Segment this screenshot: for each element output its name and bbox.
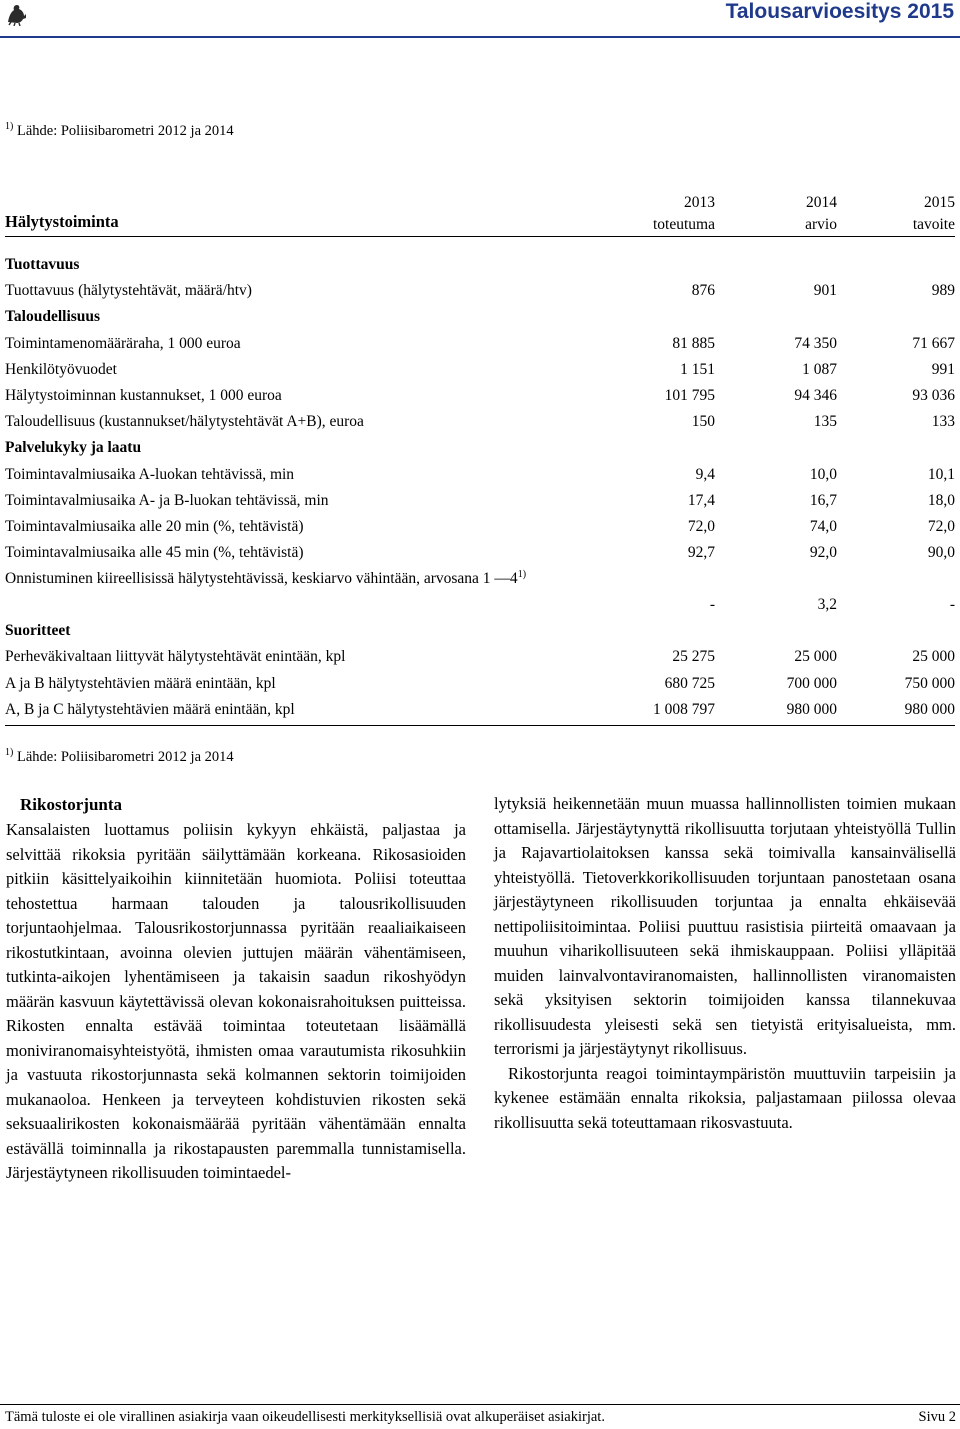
section-heading: Rikostorjunta [20, 795, 123, 814]
table-section-row [5, 435, 955, 461]
cell-value: 25 000 [794, 648, 837, 666]
footnote-table: $^{1)}$ Lähde: Poliisibarometri 2012 ja 2014 [5, 747, 234, 765]
cell-value: 3,2 [817, 596, 837, 614]
row-label: Toimintamenomääräraha, 1 000 euroa [5, 334, 241, 352]
row-label: Tuottavuus (hälytystehtävät, määrä/htv) [5, 282, 252, 300]
row-label: Hälytystoiminnan kustannukset, 1 000 euroa [5, 386, 282, 404]
table-row [5, 488, 955, 514]
cell-value: 680 725 [664, 674, 715, 692]
cell-value: 93 036 [912, 386, 955, 404]
row-label: A ja B hälytystehtävien määrä enintään, kpl [5, 674, 276, 692]
row-label: Toimintavalmiusaika alle 45 min (%, tehtävistä) [5, 544, 304, 562]
cell-value: 700 000 [786, 674, 837, 692]
header-rule [0, 36, 960, 38]
lion-crest-logo [5, 2, 29, 26]
body-paragraph: Rikostorjunta reagoi toimintaympäristön muuttuviin tarpeisiin ja kykenee estämään ennalta rikoksia, paljastamaan piilossa olevaa rikollisuutta sekä toteuttamaan rikosvastuuta. [494, 1063, 956, 1132]
cell-value: 17,4 [687, 491, 715, 509]
row-label: A, B ja C hälytystehtävien määrä enintään, kpl [5, 700, 295, 718]
cell-value: 10,1 [927, 465, 955, 483]
indicator-table [5, 192, 955, 726]
cell-value: 71 667 [912, 334, 955, 352]
table-bottom-rule [5, 725, 955, 726]
table-row [5, 409, 955, 435]
table-section-row [5, 618, 955, 644]
text-column-left [6, 792, 466, 1186]
cell-value: - [709, 596, 715, 614]
section-label: Palvelukyky ja laatu [5, 439, 142, 457]
cell-value: 72,0 [687, 517, 715, 535]
footer-rule [0, 1404, 960, 1405]
table-row [5, 383, 955, 409]
cell-value: 750 000 [904, 674, 955, 692]
cell-value: 101 795 [664, 386, 715, 404]
footnote-top: $^{1)}$ Lähde: Poliisibarometri 2012 ja 2014 [5, 121, 234, 139]
document-title: Talousarvioesitys 2015 [725, 0, 954, 23]
footer-disclaimer: Tämä tuloste ei ole virallinen asiakirja vaan oikeudellisesti merkityksellisiä ovat alkuperäiset asiakirjat. [5, 1409, 605, 1425]
cell-value: 1 087 [802, 360, 837, 378]
text-column-right [494, 792, 956, 1135]
table-row [5, 514, 955, 540]
table-row [5, 540, 955, 566]
row-label: Toimintavalmiusaika A-luokan tehtävissä, min [5, 465, 295, 483]
cell-value: 92,7 [687, 544, 715, 562]
row-label: Toimintavalmiusaika alle 20 min (%, tehtävistä) [5, 517, 304, 535]
cell-value: 92,0 [809, 544, 837, 562]
table-row [5, 697, 955, 723]
table-section-row [5, 252, 955, 278]
cell-value: 16,7 [809, 491, 837, 509]
cell-value: 989 [931, 282, 955, 300]
cell-value: 72,0 [927, 517, 955, 535]
section-label: Tuottavuus [5, 256, 80, 273]
cell-value: 901 [813, 282, 837, 300]
cell-value: 980 000 [904, 700, 955, 718]
cell-value: 9,4 [695, 465, 715, 483]
cell-value: 133 [931, 413, 955, 431]
body-paragraph: lytyksiä heikennetään muun muassa hallinnollisten toimien mukaan ottamisella. Järjestäytynyttä rikollisuutta torjutaan yhteistyöllä Tullin ja Rajavartiolaitoksen kanssa sekä toimivalla kansainvälisellä yhteistyöllä. Tietoverkkorikollisuuden torjuntaan panostetaan osana järjestäytyneen rikollisuuden torjuntaa ja ennalta ehkäisevää nettipoliisitoimintaa. Poliisi puuttuu rasistisia piirteitä omaavaan ja muuhun viharikollisuuteen sekä ihmiskauppaan. Poliisi ylläpitää muiden lainvalvontaviranomaisten, hallinnollisten viranomaisten sekä yksityisen sektorin toimijoiden kanssa tilannekuvaa rikollisuudesta yleisesti sekä sen tietyistä erityisalueista, mm. terrorismi ja järjestäytynyt rikollisuus. [494, 794, 956, 1058]
table-title: Hälytystoiminta [5, 212, 119, 231]
row-label: Henkilötyövuodet [5, 360, 117, 378]
row-label: Onnistuminen kiireellisissä hälytystehtävissä, keskiarvo vähintään, arvosana 1 —4$^{1)}$ [5, 569, 527, 588]
row-label: Toimintavalmiusaika A- ja B-luokan tehtävissä, min [5, 491, 329, 509]
table-row [5, 357, 955, 383]
section-label: Suoritteet [5, 622, 71, 640]
table-section-row [5, 304, 955, 330]
body-paragraph: Kansalaisten luottamus poliisin kykyyn ehkäistä, paljastaa ja selvittää rikoksia pyritään säilyttämään korkeana. Rikosasioiden pitkiin käsittelyaikoihin kiinnitetään huomiota. Poliisi toteuttaa tehostettua harmaan talouden ja talousrikollisuuden torjuntaohjelmaa. Talousrikostorjunnassa pyritään reaaliaikaiseen rikostutkintaan, avoinna olevien juttujen määrän vähentämiseen, tutkinta-aikojen lyhentämiseen ja takaisin saadun rikoshyödyn määrän kasvuun käytettävissä olevan kokonaisrahoituksen puitteissa. Rikosten ennalta estävää toimintaa toteutetaan lisäämällä moniviranomaisyhteistyötä, ihmisten omaa varautumista rikosuhkiin ja vastuuta rikostorjunnasta sekä kolmannen sektorin toimijoiden mukanaoloa. Henkeen ja terveyteen kohdistuvien rikosten sekä seksuaalirikosten kokonaismäärää pyritään vähentämään ennalta estävällä toiminnalla ja rikostapausten paremmalla tunnistamisella. Järjestäytyneen rikollisuuden toimintaedel- [6, 820, 466, 1182]
page-number: Sivu 2 [918, 1409, 956, 1425]
row-label: Taloudellisuus (kustannukset/hälytystehtävät A+B), euroa [5, 413, 364, 431]
cell-value: - [949, 596, 955, 614]
cell-value: 18,0 [927, 491, 955, 509]
cell-value: 94 346 [794, 386, 837, 404]
table-row [5, 462, 955, 488]
column-2015: 2015 tavoite [912, 194, 955, 233]
table-row [5, 278, 955, 304]
cell-value: 81 885 [672, 334, 715, 352]
cell-value: 991 [931, 360, 955, 378]
cell-value: 90,0 [927, 544, 955, 562]
cell-value: 1 008 797 [653, 700, 715, 718]
column-2014: 2014 arvio [805, 194, 837, 233]
section-label: Taloudellisuus [5, 308, 101, 326]
cell-value: 150 [691, 413, 715, 431]
table-row [5, 671, 955, 697]
cell-value: 74,0 [809, 517, 837, 535]
cell-value: 1 151 [680, 360, 715, 378]
table-header [5, 192, 955, 237]
table-row [5, 566, 955, 618]
cell-value: 74 350 [794, 334, 837, 352]
cell-value: 25 000 [912, 648, 955, 666]
cell-value: 135 [813, 413, 837, 431]
cell-value: 980 000 [786, 700, 837, 718]
row-label: Perheväkivaltaan liittyvät hälytystehtävät enintään, kpl [5, 648, 346, 666]
table-row [5, 644, 955, 670]
cell-value: 876 [691, 282, 715, 300]
cell-value: 25 275 [672, 648, 715, 666]
column-2013: 2013 toteutuma [653, 194, 715, 233]
cell-value: 10,0 [809, 465, 837, 483]
table-row [5, 331, 955, 357]
